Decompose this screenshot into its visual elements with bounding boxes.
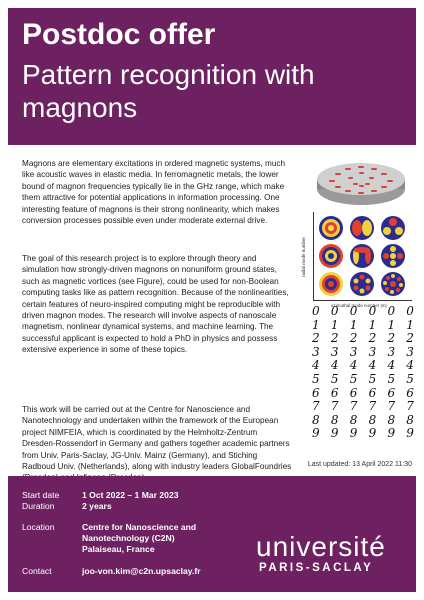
digit-row bbox=[312, 332, 414, 346]
page-title: Postdoc offer bbox=[22, 18, 216, 51]
digit: 4 bbox=[349, 358, 358, 373]
digit: 1 bbox=[330, 317, 339, 332]
digit: 9 bbox=[368, 426, 377, 441]
contact-label: Contact bbox=[22, 566, 52, 576]
digit: 1 bbox=[349, 317, 358, 332]
digit: 7 bbox=[330, 399, 339, 414]
digit-row bbox=[312, 427, 414, 441]
contact-email-link[interactable]: joo-von.kim@c2n.upsaclay.fr bbox=[82, 566, 201, 576]
digit: 7 bbox=[406, 399, 414, 414]
digit-row bbox=[312, 305, 414, 319]
digit: 6 bbox=[349, 385, 358, 400]
location-value-line-3: Palaiseau, France bbox=[82, 544, 155, 554]
y-axis-label: radial mode number bbox=[301, 236, 306, 278]
digit: 5 bbox=[312, 371, 320, 386]
location-value-line-1: Centre for Nanoscience and bbox=[82, 522, 197, 532]
digit: 5 bbox=[330, 371, 339, 386]
digit: 1 bbox=[387, 317, 396, 332]
digit: 6 bbox=[387, 385, 396, 400]
logo-subtitle: PARIS-SACLAY bbox=[259, 562, 374, 574]
digit: 5 bbox=[387, 371, 396, 386]
digit: 6 bbox=[330, 385, 339, 400]
digit: 7 bbox=[368, 399, 377, 414]
page-subtitle: Pattern recognition with magnons bbox=[22, 59, 315, 123]
vortex-disc-image bbox=[315, 155, 407, 207]
digit: 8 bbox=[349, 412, 358, 427]
start-date-value: 1 Oct 2022 – 1 Mar 2023 bbox=[82, 490, 179, 500]
digit-row bbox=[312, 387, 414, 401]
digit: 4 bbox=[312, 358, 320, 373]
digit: 3 bbox=[387, 344, 396, 359]
digit: 7 bbox=[387, 399, 396, 414]
location-value-line-2: Nanotechnology (C2N) bbox=[82, 533, 175, 543]
digit: 2 bbox=[406, 331, 414, 346]
header-banner bbox=[8, 8, 416, 145]
digit: 0 bbox=[368, 304, 377, 318]
last-updated: Last updated: 13 April 2022 11:30 bbox=[307, 461, 412, 468]
digit: 2 bbox=[349, 331, 358, 346]
digit: 3 bbox=[368, 344, 377, 359]
digit: 6 bbox=[406, 385, 414, 400]
digit: 7 bbox=[349, 399, 358, 414]
digit: 0 bbox=[349, 304, 358, 318]
digit-row bbox=[312, 373, 414, 387]
digit: 4 bbox=[330, 358, 339, 373]
start-date-label: Start date bbox=[22, 490, 60, 500]
digit: 0 bbox=[406, 304, 414, 318]
digit: 2 bbox=[312, 331, 320, 346]
paragraph-intro: Magnons are elementary excitations in ordered magnetic systems, much like acoustic waves in elastic media. In ferromagnetic metals, the lower bound of magnon frequencies typically lie in the GHz range, which make them attractive for potential applications in information processing. One interesting feature of magnons is their strong nonlinearity, which makes conversion processes possible even under moderate external drive. bbox=[22, 159, 286, 226]
digit: 5 bbox=[349, 371, 358, 386]
digit: 8 bbox=[387, 412, 396, 427]
digit: 0 bbox=[387, 304, 396, 318]
digit: 2 bbox=[368, 331, 377, 346]
digit: 6 bbox=[312, 385, 320, 400]
digit-row bbox=[312, 414, 414, 428]
mode-grid bbox=[313, 212, 412, 301]
digit: 2 bbox=[387, 331, 396, 346]
digit-row bbox=[312, 319, 414, 333]
duration-label: Duration bbox=[22, 501, 55, 511]
paragraph-goal: The goal of this research project is to explore through theory and simulation how strongly-driven magnons on nonuniform ground states, such as magnetic vortices (see Figure), could be used for non-Boolean computing tasks like as pattern recognition. Because of the nonlinearities, certain features of neuro-inspired computing might be reproducible with driven magnon modes. The research will involve aspects of nanoscale magnetism, nonlinear dynamical systems, and machine learning. The successful applicant is expected to hold a PhD in physics and possess extensive experience in some of these topics. bbox=[22, 254, 289, 355]
paragraph-framework: This work will be carried out at the Centre for Nanoscience and Nanotechnology and undertaken within the framework of the European project NIMFEIA, which is coordinated by the Helmholtz-Zentrum Dresden-Rossendorf in Germany and gathers together academic partners from Univ. Paris-Saclay, JG-Univ. Mainz (Germany), and Stiching Radboud Univ. (Netherlands), along with industry leaders GlobalFoundries bbox=[22, 405, 292, 472]
digit: 9 bbox=[387, 426, 396, 441]
digit: 4 bbox=[406, 358, 414, 373]
x-axis-label: azimuthal mode number |m| bbox=[331, 303, 387, 308]
digit: 1 bbox=[368, 317, 377, 332]
digit: 9 bbox=[406, 426, 414, 441]
digit: 8 bbox=[330, 412, 339, 427]
footer-banner bbox=[8, 476, 416, 592]
digit: 8 bbox=[406, 412, 414, 427]
digit-row bbox=[312, 359, 414, 373]
digit: 8 bbox=[368, 412, 377, 427]
digit-row bbox=[312, 346, 414, 360]
duration-value: 2 years bbox=[82, 501, 112, 511]
digit: 4 bbox=[368, 358, 377, 373]
digit: 9 bbox=[312, 426, 320, 441]
location-label: Location bbox=[22, 522, 55, 532]
digit: 0 bbox=[312, 304, 320, 318]
digit: 3 bbox=[330, 344, 339, 359]
digit: 0 bbox=[330, 304, 339, 318]
digit: 5 bbox=[406, 371, 414, 386]
digit: 1 bbox=[312, 317, 320, 332]
digit: 2 bbox=[330, 331, 339, 346]
digit: 9 bbox=[330, 426, 339, 441]
digit: 3 bbox=[312, 344, 320, 359]
handwritten-digits bbox=[312, 305, 414, 441]
logo-wordmark: université bbox=[256, 531, 386, 562]
digit: 7 bbox=[312, 399, 320, 414]
digit: 6 bbox=[368, 385, 377, 400]
digit: 5 bbox=[368, 371, 377, 386]
mode-patterns bbox=[314, 212, 412, 300]
digit: 3 bbox=[349, 344, 358, 359]
digit: 8 bbox=[312, 412, 320, 427]
digit: 9 bbox=[349, 426, 358, 441]
digit-row bbox=[312, 400, 414, 414]
digit: 3 bbox=[406, 344, 414, 359]
digit: 1 bbox=[406, 317, 414, 332]
digit: 4 bbox=[387, 358, 396, 373]
universite-paris-saclay-logo bbox=[256, 532, 406, 574]
